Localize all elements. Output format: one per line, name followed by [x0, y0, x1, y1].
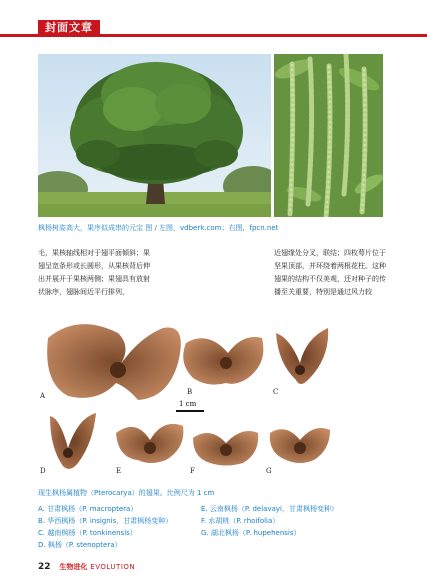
label-a: A — [40, 392, 46, 400]
specimen-a — [47, 324, 181, 400]
legend-item-e: E. 云南枫杨（P. delavayi，甘肃枫杨变种） — [201, 505, 338, 513]
legend-item-g: G. 湖北枫杨（P. hupehensis） — [201, 529, 301, 537]
specimen-f — [193, 431, 258, 466]
body-column-1 — [38, 247, 150, 299]
label-g: G — [266, 467, 272, 475]
magazine-name-cn: 生物进化 — [59, 563, 88, 571]
legend-item-c: C. 越南枫杨（P. tonkinensis） — [38, 529, 137, 537]
page-footer — [38, 562, 135, 572]
scale-label: 1 cm — [179, 400, 197, 408]
specimen-c — [276, 328, 328, 384]
legend-item-f: F. 水胡桃（P. rhoifolia） — [201, 517, 280, 525]
legend-item-d: D. 枫杨（P. stenoptera） — [38, 541, 122, 549]
label-d: D — [40, 467, 46, 475]
specimen-d — [50, 413, 96, 469]
specimen-g — [270, 428, 330, 463]
page-number: 22 — [38, 562, 51, 572]
fruit-catkins-photo — [274, 54, 383, 217]
legend-item-b: B. 华西枫杨（P. insignis，甘肃枫杨变种） — [38, 517, 173, 525]
label-b: B — [187, 388, 193, 396]
specimen-e — [116, 424, 183, 463]
specimen-b — [183, 337, 263, 385]
section-badge: 封面文章 — [38, 20, 100, 36]
body-column-3 — [274, 247, 390, 299]
label-c: C — [273, 388, 279, 396]
body-text: 近翅缘处分叉，联结；四枚萼片位于坚果顶部，并环绕着两根花柱。这种翅果的结构不仅美观，还对种子的传播至关重要，特别是通过风力较 — [274, 249, 386, 296]
figure-caption: 现生枫杨属植物（Pterocarya）的翅果。比例尺为 1 cm — [38, 489, 215, 497]
samara-specimens-figure — [38, 308, 390, 485]
legend-item-a: A. 甘肃枫杨（P. macroptera） — [38, 505, 138, 513]
wingnut-tree-photo — [38, 54, 271, 217]
label-f: F — [190, 467, 195, 475]
scale-bar — [176, 410, 204, 412]
label-e: E — [116, 467, 122, 475]
magazine-name-en: EVOLUTION — [90, 563, 136, 571]
body-text: 毛，果核轴线相对于翅平面倾斜；果翅呈宽条形或长圆形，从果核背后伸出并展开于果核两侧；果翅具有放射状脉序，翅脉间近平行排列， — [38, 249, 150, 296]
photo-caption: 枫杨树姿高大，果序似成串的元宝 图 / 左图，vdberk.com；右图，fpcn.net — [38, 224, 279, 232]
